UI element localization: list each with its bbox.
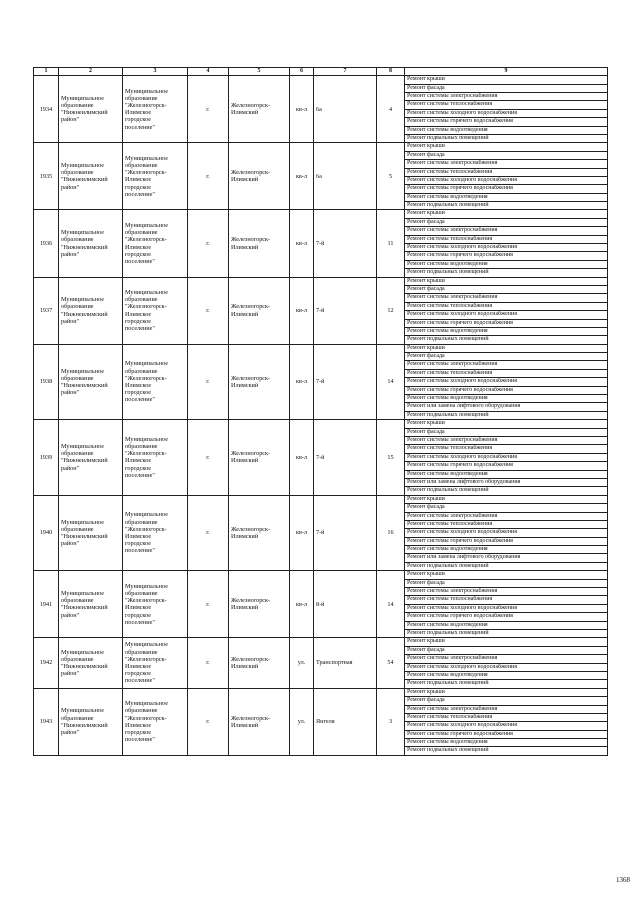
row-number [34,495,59,571]
row-number-text: 1942 [39,659,53,667]
work-item: Ремонт или замена лифтового оборудования [405,403,607,411]
work-item: Ремонт системы водоотведения [405,471,607,479]
street-cell-text: 7-й [316,529,325,537]
settlement-cell [123,277,188,344]
table-row [34,76,608,143]
row-number-text: 1940 [39,529,53,537]
work-item: Ремонт системы электроснабжения [405,437,607,445]
work-item: Ремонт системы холодного водоснабжения [405,244,607,252]
street-cell-text: 7-й [316,239,325,247]
street-cell [314,571,377,638]
work-item: Ремонт системы горячего водоснабжения [405,252,607,260]
work-item: Ремонт системы электроснабжения [405,588,607,596]
street-type-cell [290,277,314,344]
settlement-cell-text: Муниципальное образование "Железногорск- Илимское городское поселение" [125,511,168,555]
locality-type-cell-text: г. [206,718,210,726]
locality-type-cell-text: г. [206,378,210,386]
work-item: Ремонт фасада [405,504,607,512]
street-cell-text: 6а [316,105,322,113]
work-item: Ремонт подвальных помещений [407,411,489,418]
house-number-cell-text: 3 [388,718,393,726]
house-number-cell [377,571,405,638]
district-cell-text: Муниципальное образование "Нижнеилимский район" [61,367,108,397]
work-item: Ремонт системы горячего водоснабжения [405,387,607,395]
work-item: Ремонт системы горячего водоснабжения [405,185,607,193]
work-item: Ремонт системы теплоснабжения [405,101,607,109]
table-row [34,344,608,420]
row-number [34,571,59,638]
locality-type-cell [188,638,229,688]
work-item: Ремонт подвальных помещений [407,202,489,209]
work-item: Ремонт крыши [405,76,607,84]
city-cell-text: Железногорск- Илимский [231,655,271,671]
street-type-cell-text: кв-л [295,453,308,461]
row-number-text: 1934 [39,105,53,113]
street-cell-text: 7-й [316,453,325,461]
work-item: Ремонт системы электроснабжения [405,655,607,663]
row-number [34,420,59,496]
street-type-cell-text: кв-л [295,378,308,386]
settlement-cell-text: Муниципальное образование "Железногорск- Илимское городское поселение" [125,435,168,479]
work-item: Ремонт системы холодного водоснабжения [405,454,607,462]
row-number-text: 1936 [39,239,53,247]
work-item: Ремонт системы электроснабжения [405,294,607,302]
works-cell [405,143,608,210]
work-item: Ремонт крыши [405,210,607,218]
city-cell-text: Железногорск- Илимский [231,597,271,612]
street-cell-text: Янгеля [316,718,335,726]
street-cell-text: 6а [316,172,322,180]
work-item: Ремонт или замена лифтового оборудования [405,479,607,487]
work-item: Ремонт системы холодного водоснабжения [405,110,607,118]
work-item: Ремонт системы теплоснабжения [405,596,607,604]
work-item: Ремонт подвальных помещений [407,747,489,754]
district-cell [59,638,123,688]
works-cell [405,210,608,277]
street-type-cell [290,495,314,571]
row-number-text: 1939 [39,453,53,461]
street-type-cell-text: ул. [297,659,306,667]
table-row [34,638,608,688]
table-row [34,277,608,344]
row-number [34,210,59,277]
header-cell: 2 [59,68,123,76]
street-type-cell [290,571,314,638]
work-item: Ремонт крыши [405,278,607,286]
street-type-cell [290,76,314,143]
house-number-cell [377,277,405,344]
work-item: Ремонт подвальных помещений [407,269,489,276]
work-item: Ремонт системы холодного водоснабжения [405,378,607,386]
street-cell [314,210,377,277]
locality-type-cell [188,76,229,143]
table-row [34,143,608,210]
street-type-cell-text: кв-л [295,307,308,315]
work-item: Ремонт системы электроснабжения [405,93,607,101]
work-item: Ремонт системы электроснабжения [405,706,607,714]
street-type-cell [290,210,314,277]
house-number-cell [377,638,405,688]
house-number-cell [377,420,405,496]
street-cell-text: 8-й [316,600,325,608]
district-cell-text: Муниципальное образование "Нижнеилимский район" [61,589,108,619]
street-cell-text: Транспортная [316,659,353,667]
settlement-cell [123,76,188,143]
locality-type-cell [188,143,229,210]
row-number-text: 1935 [39,172,53,180]
work-item: Ремонт крыши [405,496,607,504]
city-cell-text: Железногорск- Илимский [231,102,271,117]
repair-program-table [33,67,608,756]
house-number-cell-text: 4 [388,105,393,113]
locality-type-cell-text: г. [206,172,210,180]
work-item: Ремонт фасада [405,85,607,93]
work-item: Ремонт системы горячего водоснабжения [405,613,607,621]
district-cell-text: Муниципальное образование "Нижнеилимский район" [61,161,108,191]
street-type-cell-text: кв-л [295,172,308,180]
street-type-cell [290,143,314,210]
works-cell [405,571,608,638]
works-cell [405,638,608,688]
district-cell [59,210,123,277]
work-item: Ремонт подвальных помещений [407,680,489,687]
district-cell-text: Муниципальное образование "Нижнеилимский район" [61,296,108,325]
settlement-cell [123,420,188,496]
locality-type-cell-text: г. [206,105,210,113]
city-cell-text: Железногорск- Илимский [231,374,271,389]
header-cell: 7 [314,68,377,76]
work-item: Ремонт фасада [405,580,607,588]
work-item: Ремонт системы горячего водоснабжения [405,538,607,546]
works-cell [405,495,608,571]
table-row [34,210,608,277]
work-item: Ремонт системы водоотведения [405,127,607,135]
district-cell [59,688,123,755]
table-row [34,571,608,638]
work-item: Ремонт системы водоотведения [405,395,607,403]
header-cell: 4 [188,68,229,76]
house-number-cell [377,210,405,277]
work-item: Ремонт фасада [405,353,607,361]
header-cell: 5 [229,68,290,76]
row-number [34,143,59,210]
header-cell: 9 [405,68,608,76]
settlement-cell [123,688,188,755]
row-number [34,344,59,420]
house-number-cell-text: 14 [387,378,394,386]
work-item: Ремонт системы холодного водоснабжения [405,664,607,672]
work-item: Ремонт подвальных помещений [407,562,489,569]
street-cell-text: 7-й [316,378,325,386]
work-item: Ремонт или замена лифтового оборудования [405,554,607,562]
house-number-cell [377,143,405,210]
work-item: Ремонт системы холодного водоснабжения [405,311,607,319]
work-item: Ремонт крыши [405,571,607,579]
work-item: Ремонт системы горячего водоснабжения [405,462,607,470]
house-number-cell-text: 5 [388,172,393,180]
work-item: Ремонт фасада [405,219,607,227]
district-cell-text: Муниципальное образование "Нижнеилимский район" [61,518,108,548]
locality-type-cell-text: г. [206,307,210,315]
street-type-cell [290,688,314,755]
work-item: Ремонт системы теплоснабжения [405,714,607,722]
work-item: Ремонт системы водоотведения [405,194,607,202]
district-cell-text: Муниципальное образование "Нижнеилимский район" [61,229,108,258]
district-cell [59,76,123,143]
house-number-cell-text: 14 [387,600,394,608]
house-number-cell [377,495,405,571]
street-type-cell [290,420,314,496]
work-item: Ремонт системы теплоснабжения [405,236,607,244]
street-cell [314,688,377,755]
settlement-cell-text: Муниципальное образование "Железногорск- Илимское городское поселение" [125,360,168,404]
city-cell [229,277,290,344]
work-item: Ремонт системы водоотведения [405,622,607,630]
locality-type-cell-text: г. [206,529,210,537]
district-cell [59,344,123,420]
row-number [34,76,59,143]
street-type-cell-text: кв-л [295,105,308,113]
house-number-cell-text: 54 [387,659,394,667]
work-item: Ремонт системы электроснабжения [405,160,607,168]
work-item: Ремонт системы водоотведения [405,672,607,680]
street-cell-text: 7-й [316,307,325,315]
works-cell [405,420,608,496]
street-cell [314,420,377,496]
street-cell [314,76,377,143]
settlement-cell [123,344,188,420]
city-cell-text: Железногорск- Илимский [231,450,271,465]
street-type-cell-text: кв-л [295,529,308,537]
header-cell: 8 [377,68,405,76]
settlement-cell [123,571,188,638]
work-item: Ремонт системы водоотведения [405,739,607,747]
work-item: Ремонт подвальных помещений [407,487,489,494]
locality-type-cell [188,344,229,420]
city-cell [229,76,290,143]
district-cell [59,143,123,210]
work-item: Ремонт системы теплоснабжения [405,370,607,378]
settlement-cell [123,638,188,688]
locality-type-cell-text: г. [206,453,210,461]
work-item: Ремонт системы теплоснабжения [405,303,607,311]
district-cell-text: Муниципальное образование "Нижнеилимский район" [61,94,108,124]
house-number-cell [377,688,405,755]
table-row [34,688,608,755]
work-item: Ремонт крыши [405,345,607,353]
settlement-cell-text: Муниципальное образование "Железногорск- Илимское городское поселение" [125,641,168,685]
settlement-cell [123,210,188,277]
locality-type-cell-text: г. [206,239,210,247]
work-item: Ремонт системы электроснабжения [405,227,607,235]
work-item: Ремонт системы теплоснабжения [405,521,607,529]
city-cell-text: Железногорск- Илимский [231,714,271,729]
table-row [34,420,608,496]
locality-type-cell [188,210,229,277]
work-item: Ремонт системы холодного водоснабжения [405,722,607,730]
work-item: Ремонт подвальных помещений [407,336,489,343]
house-number-cell [377,344,405,420]
street-cell [314,495,377,571]
city-cell [229,571,290,638]
street-type-cell-text: кв-л [295,239,308,247]
city-cell [229,143,290,210]
work-item: Ремонт фасада [405,697,607,705]
header-row [34,68,608,76]
works-cell [405,688,608,755]
work-item: Ремонт системы электроснабжения [405,361,607,369]
row-number-text: 1943 [39,718,53,726]
work-item: Ремонт системы теплоснабжения [405,169,607,177]
work-item: Ремонт крыши [405,143,607,151]
row-number [34,638,59,688]
work-item: Ремонт системы горячего водоснабжения [405,320,607,328]
settlement-cell-text: Муниципальное образование "Железногорск- Илимское городское поселение" [125,154,168,198]
city-cell [229,420,290,496]
settlement-cell [123,143,188,210]
work-item: Ремонт фасада [405,152,607,160]
header-cell: 6 [290,68,314,76]
district-cell [59,420,123,496]
street-type-cell [290,638,314,688]
header-cell: 3 [123,68,188,76]
work-item: Ремонт системы водоотведения [405,328,607,336]
work-item: Ремонт подвальных помещений [407,629,489,636]
street-cell [314,344,377,420]
city-cell-text: Железногорск- Илимский [231,525,271,540]
page-number: 1368 [616,876,630,884]
work-item: Ремонт системы горячего водоснабжения [405,118,607,126]
district-cell-text: Муниципальное образование "Нижнеилимский район" [61,648,108,678]
locality-type-cell [188,277,229,344]
house-number-cell-text: 16 [387,529,394,537]
district-cell-text: Муниципальное образование "Нижнеилимский район" [61,443,108,472]
settlement-cell-text: Муниципальное образование "Железногорск- Илимское городское поселение" [125,289,168,333]
table-body [34,68,608,756]
work-item: Ремонт крыши [405,638,607,646]
district-cell-text: Муниципальное образование "Нижнеилимский район" [61,707,108,736]
row-number [34,688,59,755]
city-cell [229,344,290,420]
row-number-text: 1938 [39,378,53,386]
work-item: Ремонт системы теплоснабжения [405,445,607,453]
work-item: Ремонт фасада [405,286,607,294]
street-type-cell-text: кв-л [295,600,308,608]
locality-type-cell [188,420,229,496]
district-cell [59,277,123,344]
row-number [34,277,59,344]
settlement-cell-text: Муниципальное образование "Железногорск- Илимское городское поселение" [125,582,168,626]
city-cell-text: Железногорск- Илимский [231,303,271,318]
street-type-cell [290,344,314,420]
settlement-cell [123,495,188,571]
house-number-cell-text: 11 [387,239,394,247]
work-item: Ремонт системы холодного водоснабжения [405,177,607,185]
work-item: Ремонт фасада [405,647,607,655]
district-cell [59,495,123,571]
street-type-cell-text: ул. [297,718,306,726]
city-cell [229,688,290,755]
city-cell-text: Железногорск- Илимский [231,169,271,184]
city-cell [229,210,290,277]
work-item: Ремонт крыши [405,689,607,697]
row-number-text: 1941 [39,600,53,608]
street-cell [314,638,377,688]
street-cell [314,277,377,344]
work-item: Ремонт фасада [405,429,607,437]
works-cell [405,277,608,344]
locality-type-cell-text: г. [206,600,210,608]
locality-type-cell [188,495,229,571]
locality-type-cell-text: г. [206,659,210,667]
work-item: Ремонт системы холодного водоснабжения [405,605,607,613]
house-number-cell-text: 15 [387,453,394,461]
house-number-cell-text: 12 [387,307,394,315]
city-cell-text: Железногорск- Илимский [231,236,271,251]
header-cell: 1 [34,68,59,76]
work-item: Ремонт системы холодного водоснабжения [405,529,607,537]
row-number-text: 1937 [39,307,53,315]
work-item: Ремонт системы горячего водоснабжения [405,731,607,739]
street-cell [314,143,377,210]
locality-type-cell [188,571,229,638]
settlement-cell-text: Муниципальное образование "Железногорск- Илимское городское поселение" [125,700,168,744]
city-cell [229,495,290,571]
house-number-cell [377,76,405,143]
work-item: Ремонт системы электроснабжения [405,513,607,521]
city-cell [229,638,290,688]
work-item: Ремонт подвальных помещений [407,134,489,141]
district-cell [59,571,123,638]
locality-type-cell [188,688,229,755]
work-item: Ремонт крыши [405,420,607,428]
works-cell [405,344,608,420]
work-item: Ремонт системы водоотведения [405,546,607,554]
works-cell [405,76,608,143]
settlement-cell-text: Муниципальное образование "Железногорск- Илимское городское поселение" [125,87,168,131]
settlement-cell-text: Муниципальное образование "Железногорск- Илимское городское поселение" [125,221,168,265]
work-item: Ремонт системы водоотведения [405,261,607,269]
table-row [34,495,608,571]
